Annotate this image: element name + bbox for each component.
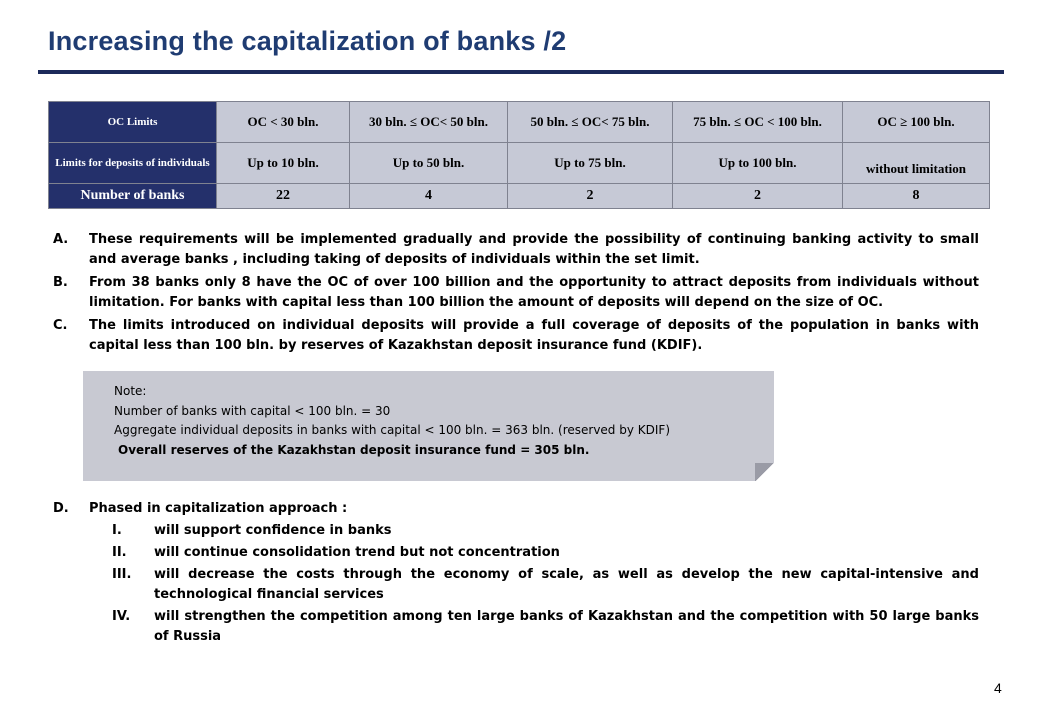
title-divider (38, 70, 1004, 74)
note-line: Aggregate individual deposits in banks with capital < 100 bln. = 363 bln. (reserved by KDIF) (114, 423, 670, 437)
list-item-text: Phased in capitalization approach : (89, 501, 348, 516)
list-item (53, 230, 979, 270)
list-marker: D. (53, 501, 69, 516)
table-row-oc-limits (49, 102, 990, 143)
capital-limits-table (48, 101, 990, 209)
sub-list-item-text: will decrease the costs through the economy of scale, as well as develop the new capital-intensive and technological financial services (154, 567, 979, 602)
sub-list-item-text: will strengthen the competition among ten large banks of Kazakhstan and the competition with 50 large banks of Russia (154, 609, 979, 644)
roman-marker: I. (112, 523, 122, 538)
note-heading: Note: (114, 384, 147, 398)
sub-list-item (89, 521, 979, 541)
list-item (53, 316, 979, 356)
sub-list-item (89, 565, 979, 605)
capitalization-approach (53, 499, 979, 649)
table-cell: 4 (350, 184, 508, 209)
list-item (53, 499, 979, 519)
table-cell: 2 (508, 184, 673, 209)
table-cell: OC < 30 bln. (217, 102, 350, 143)
list-item-text: These requirements will be implemented gradually and provide the possibility of continuing banking activity to small and average banks , including taking of deposits of individuals within the set limit. (89, 232, 979, 267)
table-cell: 50 bln. ≤ OC< 75 bln. (508, 102, 673, 143)
table-cell: 30 bln. ≤ OC< 50 bln. (350, 102, 508, 143)
note-text (114, 382, 670, 460)
slide-title: Increasing the capitalization of banks /2 (48, 26, 567, 56)
table-cell: 22 (217, 184, 350, 209)
sub-list-item-text: will support confidence in banks (154, 523, 392, 538)
sub-list-item (89, 607, 979, 647)
sub-list-item-text: will continue consolidation trend but not concentration (154, 545, 560, 560)
table-cell: OC ≥ 100 bln. (843, 102, 990, 143)
list-item-text: The limits introduced on individual deposits will provide a full coverage of deposits of the population in banks with capital less than 100 bln. by reserves of Kazakhstan deposit insurance fund (KDIF). (89, 318, 979, 353)
sub-list-item (89, 543, 979, 563)
table-cell: Up to 100 bln. (673, 143, 843, 184)
table-cell: 75 bln. ≤ OC < 100 bln. (673, 102, 843, 143)
list-marker: C. (53, 318, 68, 333)
table-cell: Up to 75 bln. (508, 143, 673, 184)
list-marker: A. (53, 232, 69, 247)
table-cell: 8 (843, 184, 990, 209)
table-row-deposit-limits (49, 143, 990, 184)
list-item (53, 273, 979, 313)
roman-marker: IV. (112, 609, 131, 624)
table-cell: Up to 50 bln. (350, 143, 508, 184)
table-cell: without limitation (843, 143, 990, 184)
page-number: 4 (994, 680, 1002, 696)
note-line: Number of banks with capital < 100 bln. = 30 (114, 403, 391, 418)
roman-marker: III. (112, 567, 132, 582)
list-marker: B. (53, 275, 68, 290)
list-item-text: From 38 banks only 8 have the OC of over 100 billion and the opportunity to attract deposits from individuals without limitation. For banks with capital less than 100 billion the amount of deposits will depend on the size of OC. (89, 275, 979, 310)
note-line-emphasis: Overall reserves of the Kazakhstan deposit insurance fund = 305 bln. (118, 442, 590, 457)
roman-marker: II. (112, 545, 127, 560)
table-cell: Up to 10 bln. (217, 143, 350, 184)
row-header-bank-count: Number of banks (49, 184, 217, 209)
row-header-deposit-limits: Limits for deposits of individuals (49, 143, 217, 184)
page-curl-decoration (755, 463, 774, 481)
sub-list (53, 521, 979, 647)
key-points-list (53, 230, 979, 359)
table-cell: 2 (673, 184, 843, 209)
row-header-oc-limits: OC Limits (49, 102, 217, 143)
table-row-bank-count (49, 184, 990, 209)
